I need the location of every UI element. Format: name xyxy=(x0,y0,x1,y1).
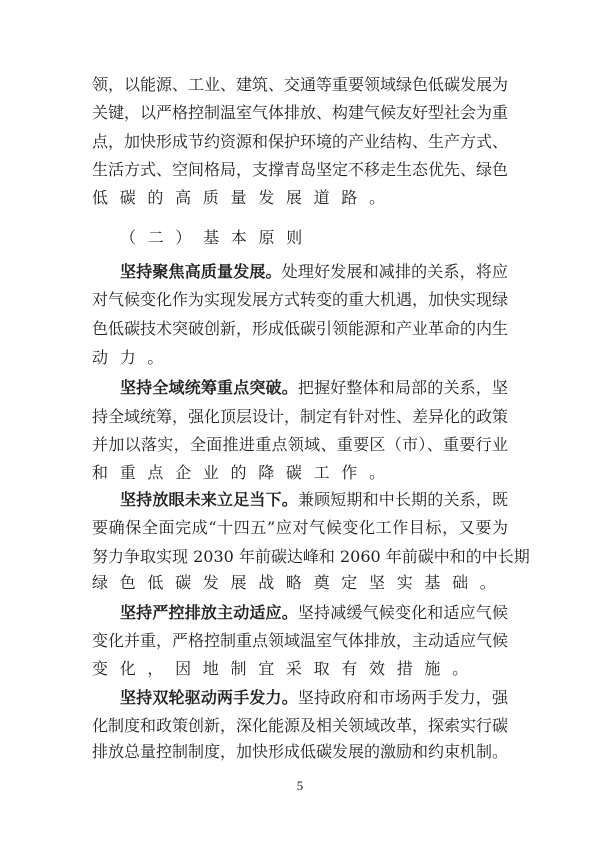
line-text: 关键，以严格控制温室气体排放、构建气候友好型社会为重 xyxy=(92,103,509,122)
principle-title: 坚持全域统筹重点突破。 xyxy=(120,378,298,397)
line-text: 持全域统筹，强化顶层设计，制定有针对性、差异化的政策 xyxy=(92,407,509,426)
text-line xyxy=(92,346,508,370)
line-text: 低碳的高质量发展道路。 xyxy=(92,188,397,207)
text-line xyxy=(92,545,530,569)
section-heading xyxy=(120,226,508,250)
text-line xyxy=(92,101,508,125)
line-text: 动力。 xyxy=(92,348,176,367)
line-text: 坚持政府和市场两手发力，强 xyxy=(297,688,508,707)
text-line xyxy=(92,288,508,312)
principle-title: 坚持聚焦高质量发展。 xyxy=(120,262,282,281)
line-text: 坚持减缓气候变化和适应气候 xyxy=(297,603,508,622)
line-text: 并加以落实，全面推进重点领域、重要区（市）、重要行业 xyxy=(92,435,508,454)
principle-title: 坚持严控排放主动适应。 xyxy=(120,603,298,622)
text-line xyxy=(92,629,508,653)
line-text: 色低碳技术突破创新，形成低碳引领能源和产业革命的内生 xyxy=(92,319,509,338)
principle-paragraph-line xyxy=(120,260,508,284)
text-line xyxy=(92,516,508,540)
principle-title: 坚持双轮驱动两手发力。 xyxy=(120,688,298,707)
text-line xyxy=(92,405,508,429)
text-line xyxy=(92,433,508,457)
text-line xyxy=(92,461,508,485)
line-text: 对气候变化作为实现发展方式转变的重大机遇，加快实现绿 xyxy=(92,290,509,309)
line-text: 化制度和政策创新，深化能源及相关领域改革，探索实行碳 xyxy=(92,716,509,735)
line-text: 变化，因地制宜采取有效措施。 xyxy=(92,659,480,678)
line-text: 排放总量控制制度，加快形成低碳发展的激励和约束机制。 xyxy=(92,742,509,761)
line-text: 要确保全面完成“十四五”应对气候变化工作目标，又要为 xyxy=(92,518,508,537)
text-line xyxy=(92,186,508,210)
text-line xyxy=(92,73,508,97)
text-line xyxy=(92,657,508,681)
line-text: 绿色低碳发展战略奠定坚实基础。 xyxy=(92,573,508,592)
line-text: 变化并重，严格控制重点领域温室气体排放，主动适应气候 xyxy=(92,631,509,650)
text-line xyxy=(92,740,508,764)
line-text: 领，以能源、工业、建筑、交通等重要领域绿色低碳发展为 xyxy=(92,75,509,94)
line-text: 兼顾短期和中长期的关系，既 xyxy=(297,490,508,509)
principle-paragraph-line xyxy=(120,686,508,710)
line-text: 和重点企业的降碳工作。 xyxy=(92,463,397,482)
line-text: 生活方式、空间格局，支撑青岛坚定不移走生态优先、绿色 xyxy=(92,160,509,179)
principle-paragraph-line xyxy=(120,488,508,512)
line-text: （二）基本原则 xyxy=(120,228,314,247)
text-line xyxy=(92,130,508,154)
text-line xyxy=(92,714,508,738)
line-text: 点，加快形成节约资源和保护环境的产业结构、生产方式、 xyxy=(92,132,509,151)
line-text: 把握好整体和局部的关系，坚 xyxy=(297,378,508,397)
principle-title: 坚持放眼未来立足当下。 xyxy=(120,490,298,509)
page-number: 5 xyxy=(296,778,304,793)
text-line xyxy=(92,571,508,595)
text-line xyxy=(92,317,508,341)
principle-paragraph-line xyxy=(120,376,508,400)
text-line xyxy=(92,158,508,182)
line-text: 努力争取实现 2030 年前碳达峰和 2060 年前碳中和的中长期 xyxy=(92,547,530,566)
principle-paragraph-line xyxy=(120,601,508,625)
line-text: 处理好发展和减排的关系，将应 xyxy=(281,262,508,281)
